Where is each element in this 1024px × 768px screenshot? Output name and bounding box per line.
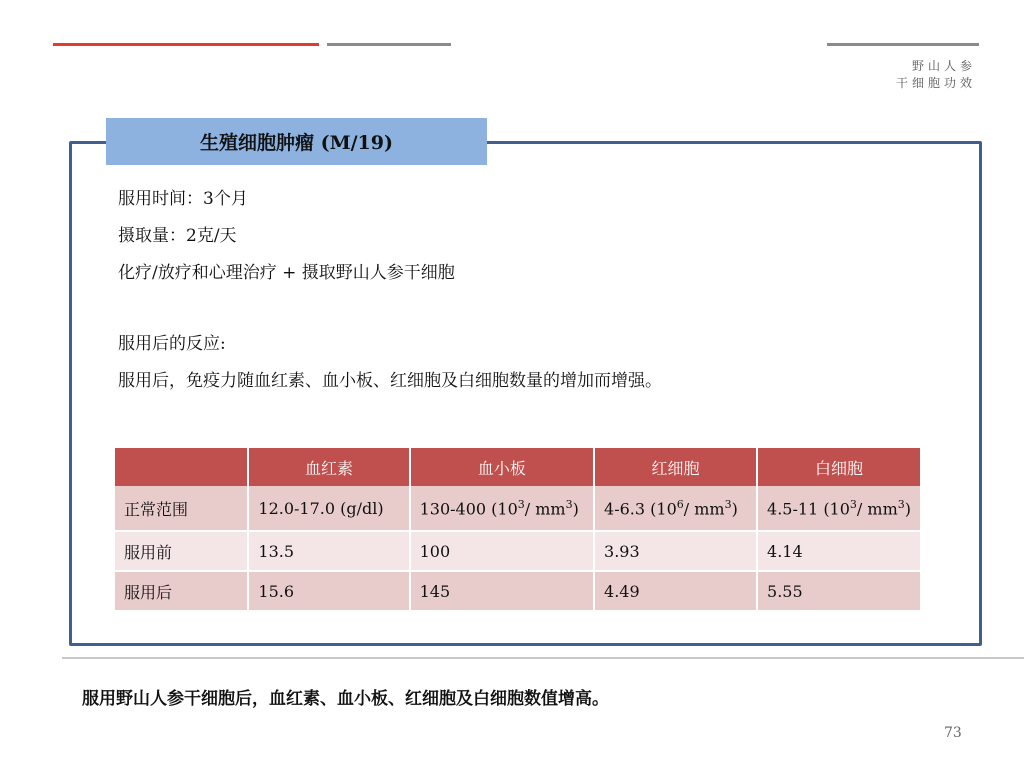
table-row <box>115 531 921 571</box>
row-label: 服用前 <box>115 531 248 571</box>
dosage-duration: 服用时间：3个月 <box>118 189 248 209</box>
brand-line-2: 干细胞功效 <box>895 76 976 90</box>
table-header-cell: 白细胞 <box>757 448 921 486</box>
cell-sup: 3 <box>517 497 525 511</box>
treatment-description: 化疗/放疗和心理治疗 + 摄取野山人参干细胞 <box>118 263 455 283</box>
cell-text: ) <box>572 499 579 519</box>
reaction-text: 服用后，免疫力随血红素、血小板、红细胞及白细胞数量的增加而增强。 <box>118 371 662 391</box>
table-cell: 4.49 <box>594 571 757 611</box>
cell-text: / mm <box>856 499 898 519</box>
header-accent-bar <box>53 43 319 46</box>
table-cell <box>410 486 594 531</box>
table-cell: 3.93 <box>594 531 757 571</box>
table-cell <box>248 486 409 531</box>
footer-divider <box>62 657 1024 659</box>
slide-title: 生殖细胞肿瘤 (M/19) <box>199 132 393 154</box>
row-label: 正常范围 <box>115 486 248 531</box>
table-cell: 13.5 <box>248 531 409 571</box>
cell-sup: 3 <box>897 497 905 511</box>
cell-sup: 3 <box>849 497 857 511</box>
slide-title-box <box>106 118 487 165</box>
cell-sup: 3 <box>724 497 732 511</box>
table-cell: 15.6 <box>248 571 409 611</box>
table-header-cell: 血红素 <box>248 448 409 486</box>
table-header-row <box>115 448 921 486</box>
row-label: 服用后 <box>115 571 248 611</box>
brand-line-1: 野山人参 <box>911 59 976 73</box>
cell-sup: 3 <box>565 497 573 511</box>
table-row <box>115 486 921 531</box>
table-header-cell <box>115 448 248 486</box>
table-header-cell: 血小板 <box>410 448 594 486</box>
table-row <box>115 571 921 611</box>
brand-label <box>896 58 976 92</box>
table-cell <box>757 486 921 531</box>
cell-text: 4.5-11 (10 <box>767 499 850 519</box>
blood-count-table <box>115 448 922 612</box>
conclusion-text: 服用野山人参干细胞后，血红素、血小板、红细胞及白细胞数值增高。 <box>82 689 609 709</box>
header-right-bar <box>827 43 979 46</box>
table-cell: 5.55 <box>757 571 921 611</box>
cell-text: 4-6.3 (10 <box>604 499 677 519</box>
table-header-cell: 红细胞 <box>594 448 757 486</box>
page-number: 73 <box>944 725 962 741</box>
table-cell: 145 <box>410 571 594 611</box>
reaction-label: 服用后的反应: <box>118 334 226 354</box>
dosage-amount: 摄取量：2克/天 <box>118 226 237 246</box>
cell-text: 130-400 (10 <box>419 499 518 519</box>
table-cell: 4.14 <box>757 531 921 571</box>
table-cell <box>594 486 757 531</box>
header-grey-bar <box>327 43 451 46</box>
cell-sup: 6 <box>676 497 684 511</box>
table-cell: 100 <box>410 531 594 571</box>
cell-text: / mm <box>683 499 725 519</box>
cell-text: / mm <box>524 499 566 519</box>
cell-text: ) <box>731 499 738 519</box>
cell-text: ) <box>904 499 911 519</box>
cell-text: 12.0-17.0 (g/dl) <box>258 498 384 518</box>
